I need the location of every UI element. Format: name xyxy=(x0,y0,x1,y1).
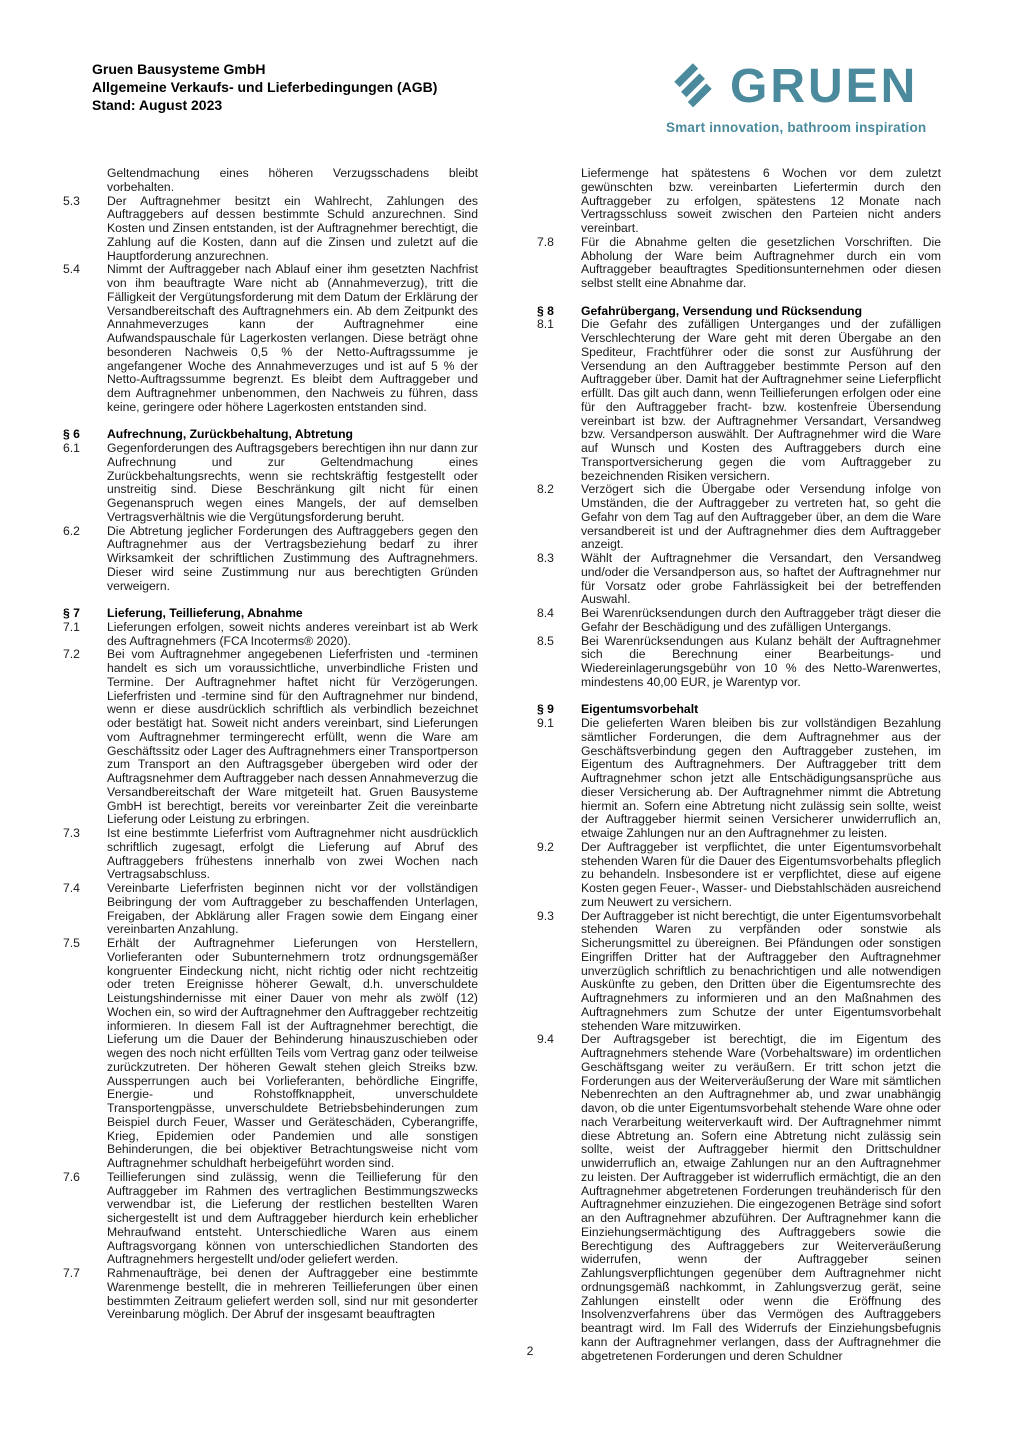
clause-text: Die Abtretung jeglicher Forderungen des Auftraggebers gegen den Auftragnehmer aus der Vertragsbeziehung bedarf zu ihrer Wirksamkeit der schriftlichen Zustimmung des Auftragnehmers. Dieser wird seine Zustimmung nur aus berechtigten Gründen verweigern. xyxy=(107,523,478,593)
section-heading xyxy=(63,607,478,621)
section-number: § 9 xyxy=(537,702,554,717)
section-heading xyxy=(537,703,941,717)
clause-number: 9.1 xyxy=(537,716,554,730)
clause-text: Bei vom Auftragnehmer angegebenen Lieferfristen und -terminen handelt es sich um voraussichtliche, unverbindliche Fristen und Termine. Der Auftragnehmer haftet nicht für Verzögerungen. Lieferfristen und -termine sind für den Auftragnehmer nur bindend, wenn er diese ausdrücklich schriftlich als verbindlich bezeichnet oder bestätigt hat. Soweit nicht anders vereinbart, sind Lieferungen vom Auftragnehmer termingerecht erfüllt, wenn die Ware am Geschäftssitz oder Lager des Auftragnehmers einer Transportperson zum Transport an den Auftragsgeber übergeben wird oder der Auftragsnehmer dem Auftraggeber nach dessen Annahmeverzug die Versandbereitschaft der Ware mitgeteilt hat. Gruen Bausysteme GmbH ist berechtigt, bereits vor vereinbarter Zeit die vereinbarte Lieferung oder Leistung zu erbringen. xyxy=(107,647,478,827)
clause xyxy=(63,442,478,525)
clause-text: Geltendmachung eines höheren Verzugsschadens bleibt vorbehalten. xyxy=(107,166,478,194)
section-title: Gefahrübergang, Versendung und Rücksendung xyxy=(581,303,863,318)
clause-text: Bei Warenrücksendungen durch den Auftraggeber trägt dieser die Gefahr der Beschädigung und des zufälligen Untergangs. xyxy=(581,606,941,634)
clause xyxy=(63,167,478,195)
clause xyxy=(537,607,941,635)
logo-row xyxy=(666,60,926,114)
clause-text: Der Auftraggeber ist nicht berechtigt, die unter Eigentumsvorbehalt stehenden Waren zu verpfänden oder sonstwie als Sicherungsmittel zu übereignen. Bei Pfändungen oder sonstigen Eingriffen Dritter hat der Auftraggeber den Auftragnehmer unverzüglich schriftlich zu benachrichtigen und alle notwendigen Auskünfte zu geben, den Dritten über die Eigentumsrechte des Auftragnehmers zu informieren und an den Maßnahmen des Auftragnehmers zum Schutze der unter Eigentumsvorbehalt stehenden Ware mitzuwirken. xyxy=(581,908,941,1033)
logo-tagline: Smart innovation, bathroom inspiration xyxy=(666,120,927,135)
clause xyxy=(537,635,941,690)
clause xyxy=(63,827,478,882)
clause-text: Ist eine bestimmte Lieferfrist vom Auftragnehmer nicht ausdrücklich schriftlich zugesagt, erfolgt die Lieferung auf Abruf des Auftraggebers frühestens innerhalb von zwei Wochen nach Vertragsabschluss. xyxy=(107,826,478,882)
clause-number: 8.4 xyxy=(537,606,554,620)
clause-number: 9.2 xyxy=(537,839,554,854)
clause xyxy=(537,841,941,910)
clause-number: 7.1 xyxy=(63,619,80,634)
section-number: § 7 xyxy=(63,606,80,620)
clause-number: 8.5 xyxy=(537,633,554,648)
clause-text: Die gelieferten Waren bleiben bis zur vollständigen Bezahlung sämtlicher Forderungen, die dem Auftragnehmer aus der Geschäftsverbindung gegen den Auftraggeber zustehen, im Eigentum des Auftragnehmers. Der Auftraggeber tritt dem Auftragnehmer schon jetzt alle Entschädigungsansprüche aus dieser Versicherung ab. Der Auftragnehmer nimmt die Abtretung hiermit an. Sofern eine Abtretung nicht zulässig sein sollte, weist der Auftraggeber hiermit seinen Versicherer unwiderruflich an, etwaige Zahlungen nur an den Auftragnehmer zu leisten. xyxy=(581,716,941,840)
clause xyxy=(537,910,941,1034)
clause xyxy=(63,1171,478,1267)
clause xyxy=(537,552,941,607)
clause-number: 7.7 xyxy=(63,1266,80,1280)
clause-text: Bei Warenrücksendungen aus Kulanz behält der Auftragnehmer sich die Berechnung einer Bearbeitungs- und Wiedereinlagerungsgebühr von 10 % des Netto-Warenwertes, mindestens 40,00 EUR, je Warentyp vor. xyxy=(581,633,941,689)
clause-number: 8.1 xyxy=(537,317,554,332)
clause-text: Der Auftraggeber ist verpflichtet, die unter Eigentumsvorbehalt stehenden Waren für die Dauer des Eigentumsvorbehalts pfleglich zu behandeln. Insbesondere ist er verpflichtet, diese auf eigene Kosten gegen Feuer-, Wasser- und Diebstahlschäden ausreichend zum Neuwert zu versichern. xyxy=(581,839,941,909)
clause-text: Der Auftragsgeber ist berechtigt, die im Eigentum des Auftragnehmers stehende Ware (Vorbehaltsware) im ordentlichen Geschäftsgang weiter zu veräußern. Er tritt schon jetzt die Forderungen aus der Weiterveräußerung der Ware mit sämtlichen Nebenrechten an den Auftragnehmer ab, und zwar unabhängig davon, ob die unter Eigentumsvorbehalt stehende Ware ohne oder nach Verarbeitung weiterverkauft wird. Der Auftragnehmer nimmt diese Abtretung an. Sofern eine Abtretung nicht zulässig sein sollte, weist der Auftraggeber hiermit den Drittschuldner unwiderruflich an, etwaige Zahlungen nur an den Auftragnehmer zu leisten. Der Auftraggeber ist widerruflich ermächtigt, die an den Auftragnehmer abgetretenen Forderungen treuhänderisch für den Auftragnehmer einzuziehen. Die eingezogenen Beträge sind sofort an den Auftragnehmer abzuführen. Der Auftragnehmer kann die Einziehungsermächtigung des Auftraggebers sowie die Berechtigung des Auftraggebers zur Weiterveräußerung widerrufen, wenn der Auftraggeber seinen Zahlungsverpflichtungen gegenüber dem Auftragnehmer nicht ordnungsgemäß nachkommt, in Zahlungsverzug gerät, seine Zahlungen einstellt oder wenn die Eröffnung des Insolvenzverfahrens über das Vermögen des Auftraggebers beantragt wird. Im Fall des Widerrufs der Einziehungsbefugnis kann der Auftragnehmer verlangen, dass der Auftragnehmer die abgetretenen Forderungen und deren Schuldner xyxy=(581,1032,941,1363)
clause-number: 7.8 xyxy=(537,234,554,249)
clause xyxy=(63,525,478,594)
section-title: Lieferung, Teillieferung, Abnahme xyxy=(107,606,303,620)
clause-number: 7.4 xyxy=(63,881,80,895)
section-number: § 6 xyxy=(63,427,80,442)
version-date: Stand: August 2023 xyxy=(92,97,223,113)
clause xyxy=(537,318,941,483)
clause-text: Wählt der Auftragnehmer die Versandart, den Versandweg und/oder die Versandperson aus, so haftet der Auftragnehmer nur für Vorsatz oder grobe Fahrlässigkeit bei der betreffenden Auswahl. xyxy=(581,551,941,607)
clause-text: Erhält der Auftragnehmer Lieferungen von Herstellern, Vorlieferanten oder Subunternehmern trotz ordnungsgemäßer kongruenter Eindeckung nicht, nicht richtig oder nicht rechtzeitig oder treten Ereignisse höherer Gewalt, d.h. unverschuldete Leistungshindernisse mit einer Dauer von mehr als zwölf (12) Wochen ein, so wird der Auftragnehmer den Auftraggeber rechtzeitig informieren. In diesem Fall ist der Auftragnehmer berechtigt, die Lieferung um die Dauer der Behinderung hinauszuschieben oder wegen des noch nicht erfüllten Teils vom Vertrag ganz oder teilweise zurückzutreten. Der höheren Gewalt stehen gleich Streiks bzw. Aussperrungen auch bei Vorlieferanten, behördliche Eingriffe, Energie- und Rohstoffknappheit, unverschuldete Transportengpässe, unverschuldete Betriebsbehinderungen zum Beispiel durch Feuer, Wasser und Geräteschäden, Cyberangriffe, Krieg, Epidemien oder Pandemien und alle sonstigen Behinderungen, die bei objektiver Betrachtungsweise nicht vom Auftragnehmer schuldhaft herbeigeführt worden sind. xyxy=(107,936,478,1170)
left-column xyxy=(63,167,478,1322)
page-number: 2 xyxy=(526,1344,534,1358)
clause-number: 8.2 xyxy=(537,482,554,497)
clause xyxy=(63,263,478,414)
clause-text: Rahmenaufträge, bei denen der Auftraggeber eine bestimmte Warenmenge bestellt, die in mehreren Teillieferungen über einen bestimmten Zeitraum geliefert werden soll, sind nur mit gesonderter Vereinbarung möglich. Der Abruf der insgesamt beauftragten xyxy=(107,1266,478,1322)
clause xyxy=(537,483,941,552)
section-heading xyxy=(63,428,478,442)
document-header xyxy=(92,60,437,114)
clause-number: 8.3 xyxy=(537,551,554,565)
clause-number: 7.3 xyxy=(63,826,80,840)
clause xyxy=(63,621,478,649)
clause-text: Gegenforderungen des Auftragsgebers berechtigen ihn nur dann zur Aufrechnung und zur Geltendmachung eines Zurückbehaltungsrechts, wenn sie rechtskräftig festgestellt oder unstreitig sind. Diese Beschränkung gilt nicht für einen Gegenanspruch wegen eines Mangels, der auf demselben Vertragsverhältnis wie die Vergütungsforderung beruht. xyxy=(107,441,478,524)
logo-wordmark: GRUEN xyxy=(730,60,919,113)
gruen-logo xyxy=(666,60,926,135)
clause xyxy=(63,195,478,264)
clause-number: 7.2 xyxy=(63,647,80,662)
section-title: Aufrechnung, Zurückbehaltung, Abtretung xyxy=(107,427,353,442)
clause-number: 9.3 xyxy=(537,908,554,923)
company-name: Gruen Bausysteme GmbH xyxy=(92,61,266,77)
section-heading xyxy=(537,305,941,319)
clause-number xyxy=(63,167,107,195)
clause-text: Vereinbarte Lieferfristen beginnen nicht vor der vollständigen Beibringung der vom Auftraggeber zu beschaffenden Unterlagen, Freigaben, der Abklärung aller Fragen sowie dem Eingang einer vereinbarten Anzahlung. xyxy=(107,881,478,937)
right-column xyxy=(537,167,941,1363)
clause xyxy=(63,1267,478,1322)
section-number: § 8 xyxy=(537,303,554,318)
clause-number: 6.2 xyxy=(63,523,80,538)
clause-number: 9.4 xyxy=(537,1032,554,1047)
gruen-slashes-icon xyxy=(666,60,720,114)
clause-text: Nimmt der Auftraggeber nach Ablauf einer ihm gesetzten Nachfrist von ihm beauftragte Ware nicht ab (Annahmeverzug), tritt die Fälligkeit der Vergütungsforderung mit dem Datum der Erklärung der Versandbereitschaft des Auftragnehmers ein. Ab dem Zeitpunkt des Annahmeverzuges kann der Auftragnehmer eine Aufwandspauschale für Lagerkosten verlangen. Diese beträgt ohne besonderen Nachweis 0,5 % der Netto-Auftragssumme je angefangener Woche des Annahmeverzuges und ist auf 5 % der Netto-Auftragssumme begrenzt. Es bleibt dem Auftraggeber und dem Auftragnehmer unbenommen, den Nachweis zu führen, dass keine, geringere oder höhere Lagerkosten entstanden sind. xyxy=(107,262,478,414)
document-title: Allgemeine Verkaufs- und Lieferbedingungen (AGB) xyxy=(92,79,438,95)
clause xyxy=(537,167,941,236)
clause-number: 5.4 xyxy=(63,262,80,277)
clause-text: Für die Abnahme gelten die gesetzlichen Vorschriften. Die Abholung der Ware beim Auftragnehmer durch ein vom Auftraggeber beauftragtes Speditionsunternehmen oder diesen selbst stellt eine Abnahme dar. xyxy=(581,234,941,290)
clause-number: 7.5 xyxy=(63,936,80,950)
clause xyxy=(63,648,478,827)
clause-number: 5.3 xyxy=(63,193,80,208)
clause-text: Die Gefahr des zufälligen Unterganges und der zufälligen Verschlechterung der Ware geht mit deren Übergabe an den Spediteur, Frachtführer oder die sonst zur Ausführung der Versendung an den Auftraggeber bestimmte Person auf den Auftraggeber über. Damit hat der Auftragnehmer seine Lieferpflicht erfüllt. Das gilt auch dann, wenn Teillieferungen erfolgen oder eine für den Auftraggeber fracht- bzw. kostenfreie Übersendung vereinbart ist bzw. der Auftragnehmer Versandart, Versandweg bzw. Versandperson auswählt. Der Auftragnehmer wird die Ware auf Wunsch und Kosten des Auftraggebers durch eine Transportversicherung gegen die vom Auftraggeber zu bezeichnenden Risiken versichern. xyxy=(581,317,941,483)
clause-text: Liefermenge hat spätestens 6 Wochen vor dem zuletzt gewünschten bzw. vereinbarten Liefertermin durch den Auftraggeber zu erfolgen, spätestens 12 Monate nach Vertragsschluss soweit zwischen den Parteien nicht anders vereinbart. xyxy=(581,166,941,235)
clause xyxy=(63,882,478,937)
clause-text: Lieferungen erfolgen, soweit nichts anderes vereinbart ist ab Werk des Auftragnehmers (FCA Incoterms® 2020). xyxy=(107,619,478,648)
clause xyxy=(537,1033,941,1363)
clause-text: Verzögert sich die Übergabe oder Versendung infolge von Umständen, die der Auftraggeber zu vertreten hat, so geht die Gefahr von dem Tag auf den Auftraggeber über, an dem die Ware versandbereit ist und der Auftragnehmer dies dem Auftraggeber anzeigt. xyxy=(581,482,941,552)
clause xyxy=(537,717,941,841)
clause-number: 6.1 xyxy=(63,441,80,455)
section-title: Eigentumsvorbehalt xyxy=(581,702,699,717)
clause-number xyxy=(537,167,581,236)
clause xyxy=(63,937,478,1171)
clause-number: 7.6 xyxy=(63,1169,80,1184)
clause xyxy=(537,236,941,291)
clause-text: Teillieferungen sind zulässig, wenn die Teillieferung für den Auftraggeber im Rahmen des vertraglichen Bestimmungszwecks verwendbar ist, die Lieferung der restlichen bestellten Waren sichergestellt ist und dem Auftraggeber hierdurch kein erheblicher Mehraufwand entsteht. Unterschiedliche Waren aus einem Auftragsvorgang können von unterschiedlichen Standorten des Auftragnehmers hergestellt und/oder geliefert werden. xyxy=(107,1169,478,1267)
clause-text: Der Auftragnehmer besitzt ein Wahlrecht, Zahlungen des Auftraggebers auf dessen bestimmte Schuld anzurechnen. Sind Kosten und Zinsen entstanden, ist der Auftragnehmer berechtigt, die Zahlung auf die Kosten, dann auf die Zinsen und zuletzt auf die Hauptforderung anzurechnen. xyxy=(107,193,478,263)
